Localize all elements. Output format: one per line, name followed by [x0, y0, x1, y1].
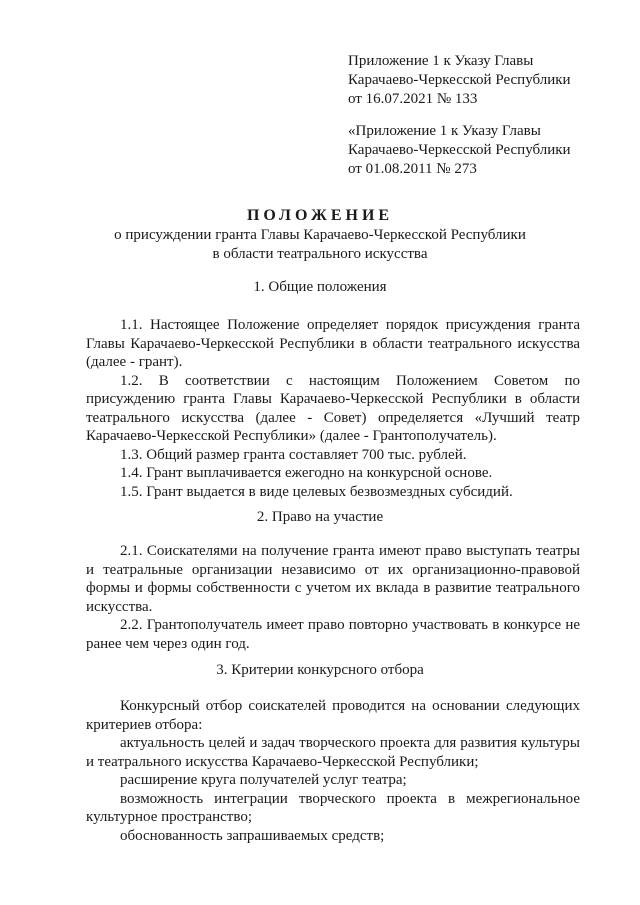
appendix-line: от 01.08.2011 № 273	[348, 161, 477, 177]
section-body	[86, 542, 580, 653]
paragraph: возможность интеграции творческого проекта в межрегиональное культурное пространство;	[86, 790, 580, 825]
appendix-reference-original	[348, 122, 618, 179]
appendix-reference-current	[348, 52, 618, 109]
appendix-line: Приложение 1 к Указу Главы	[348, 53, 534, 69]
section-heading: 3. Критерии конкурсного отбора	[216, 662, 424, 678]
document-title: ПОЛОЖЕНИЕ	[246, 207, 394, 224]
paragraph: 2.1. Соискателями на получение гранта имеют право выступать театры и театральные организации независимо от их организационно-правовой формы и формы собственности с учетом их вклада в развитие театрального искусства.	[86, 543, 580, 615]
paragraph: 2.2. Грантополучатель имеет право повторно участвовать в конкурсе не ранее чем через один год.	[86, 617, 580, 652]
paragraph: расширение круга получателей услуг театра;	[120, 772, 407, 788]
appendix-line: Карачаево-Черкесской Республики	[348, 142, 571, 158]
appendix-line: от 16.07.2021 № 133	[348, 91, 478, 107]
paragraph: 1.5. Грант выдается в виде целевых безвозмездных субсидий.	[120, 483, 513, 500]
section-body	[86, 697, 580, 845]
document-subtitle	[0, 226, 640, 264]
subtitle-line: о присуждении гранта Главы Карачаево-Черкесской Республики	[114, 227, 526, 243]
subtitle-line: в области театрального искусства	[212, 246, 428, 262]
paragraph: 1.2. В соответствии с настоящим Положением Советом по присуждению гранта Главы Карачаево-Черкесской Республики в области театрального искусства (далее - Совет) определяется «Лучший театр Карачаево-Черкесской Республики» (далее - Грантополучатель).	[86, 372, 580, 444]
appendix-line: «Приложение 1 к Указу Главы	[348, 123, 541, 139]
paragraph: 1.3. Общий размер гранта составляет 700 тыс. рублей.	[120, 446, 467, 463]
paragraph: Конкурсный отбор соискателей проводится на основании следующих критериев отбора:	[86, 698, 580, 733]
paragraph: 1.4. Грант выплачивается ежегодно на конкурсной основе.	[120, 465, 493, 481]
appendix-line: Карачаево-Черкесской Республики	[348, 72, 571, 88]
section-heading: 2. Право на участие	[256, 509, 384, 525]
section-body	[86, 316, 580, 501]
paragraph: 1.1. Настоящее Положение определяет порядок присуждения гранта Главы Карачаево-Черкесской Республики в области театрального искусства (далее - грант).	[86, 317, 580, 370]
paragraph: обоснованность запрашиваемых средств;	[120, 827, 385, 844]
paragraph: актуальность целей и задач творческого проекта для развития культуры и театрального искусства Карачаево-Черкесской Республики;	[86, 735, 580, 770]
section-heading: 1. Общие положения	[253, 279, 387, 295]
